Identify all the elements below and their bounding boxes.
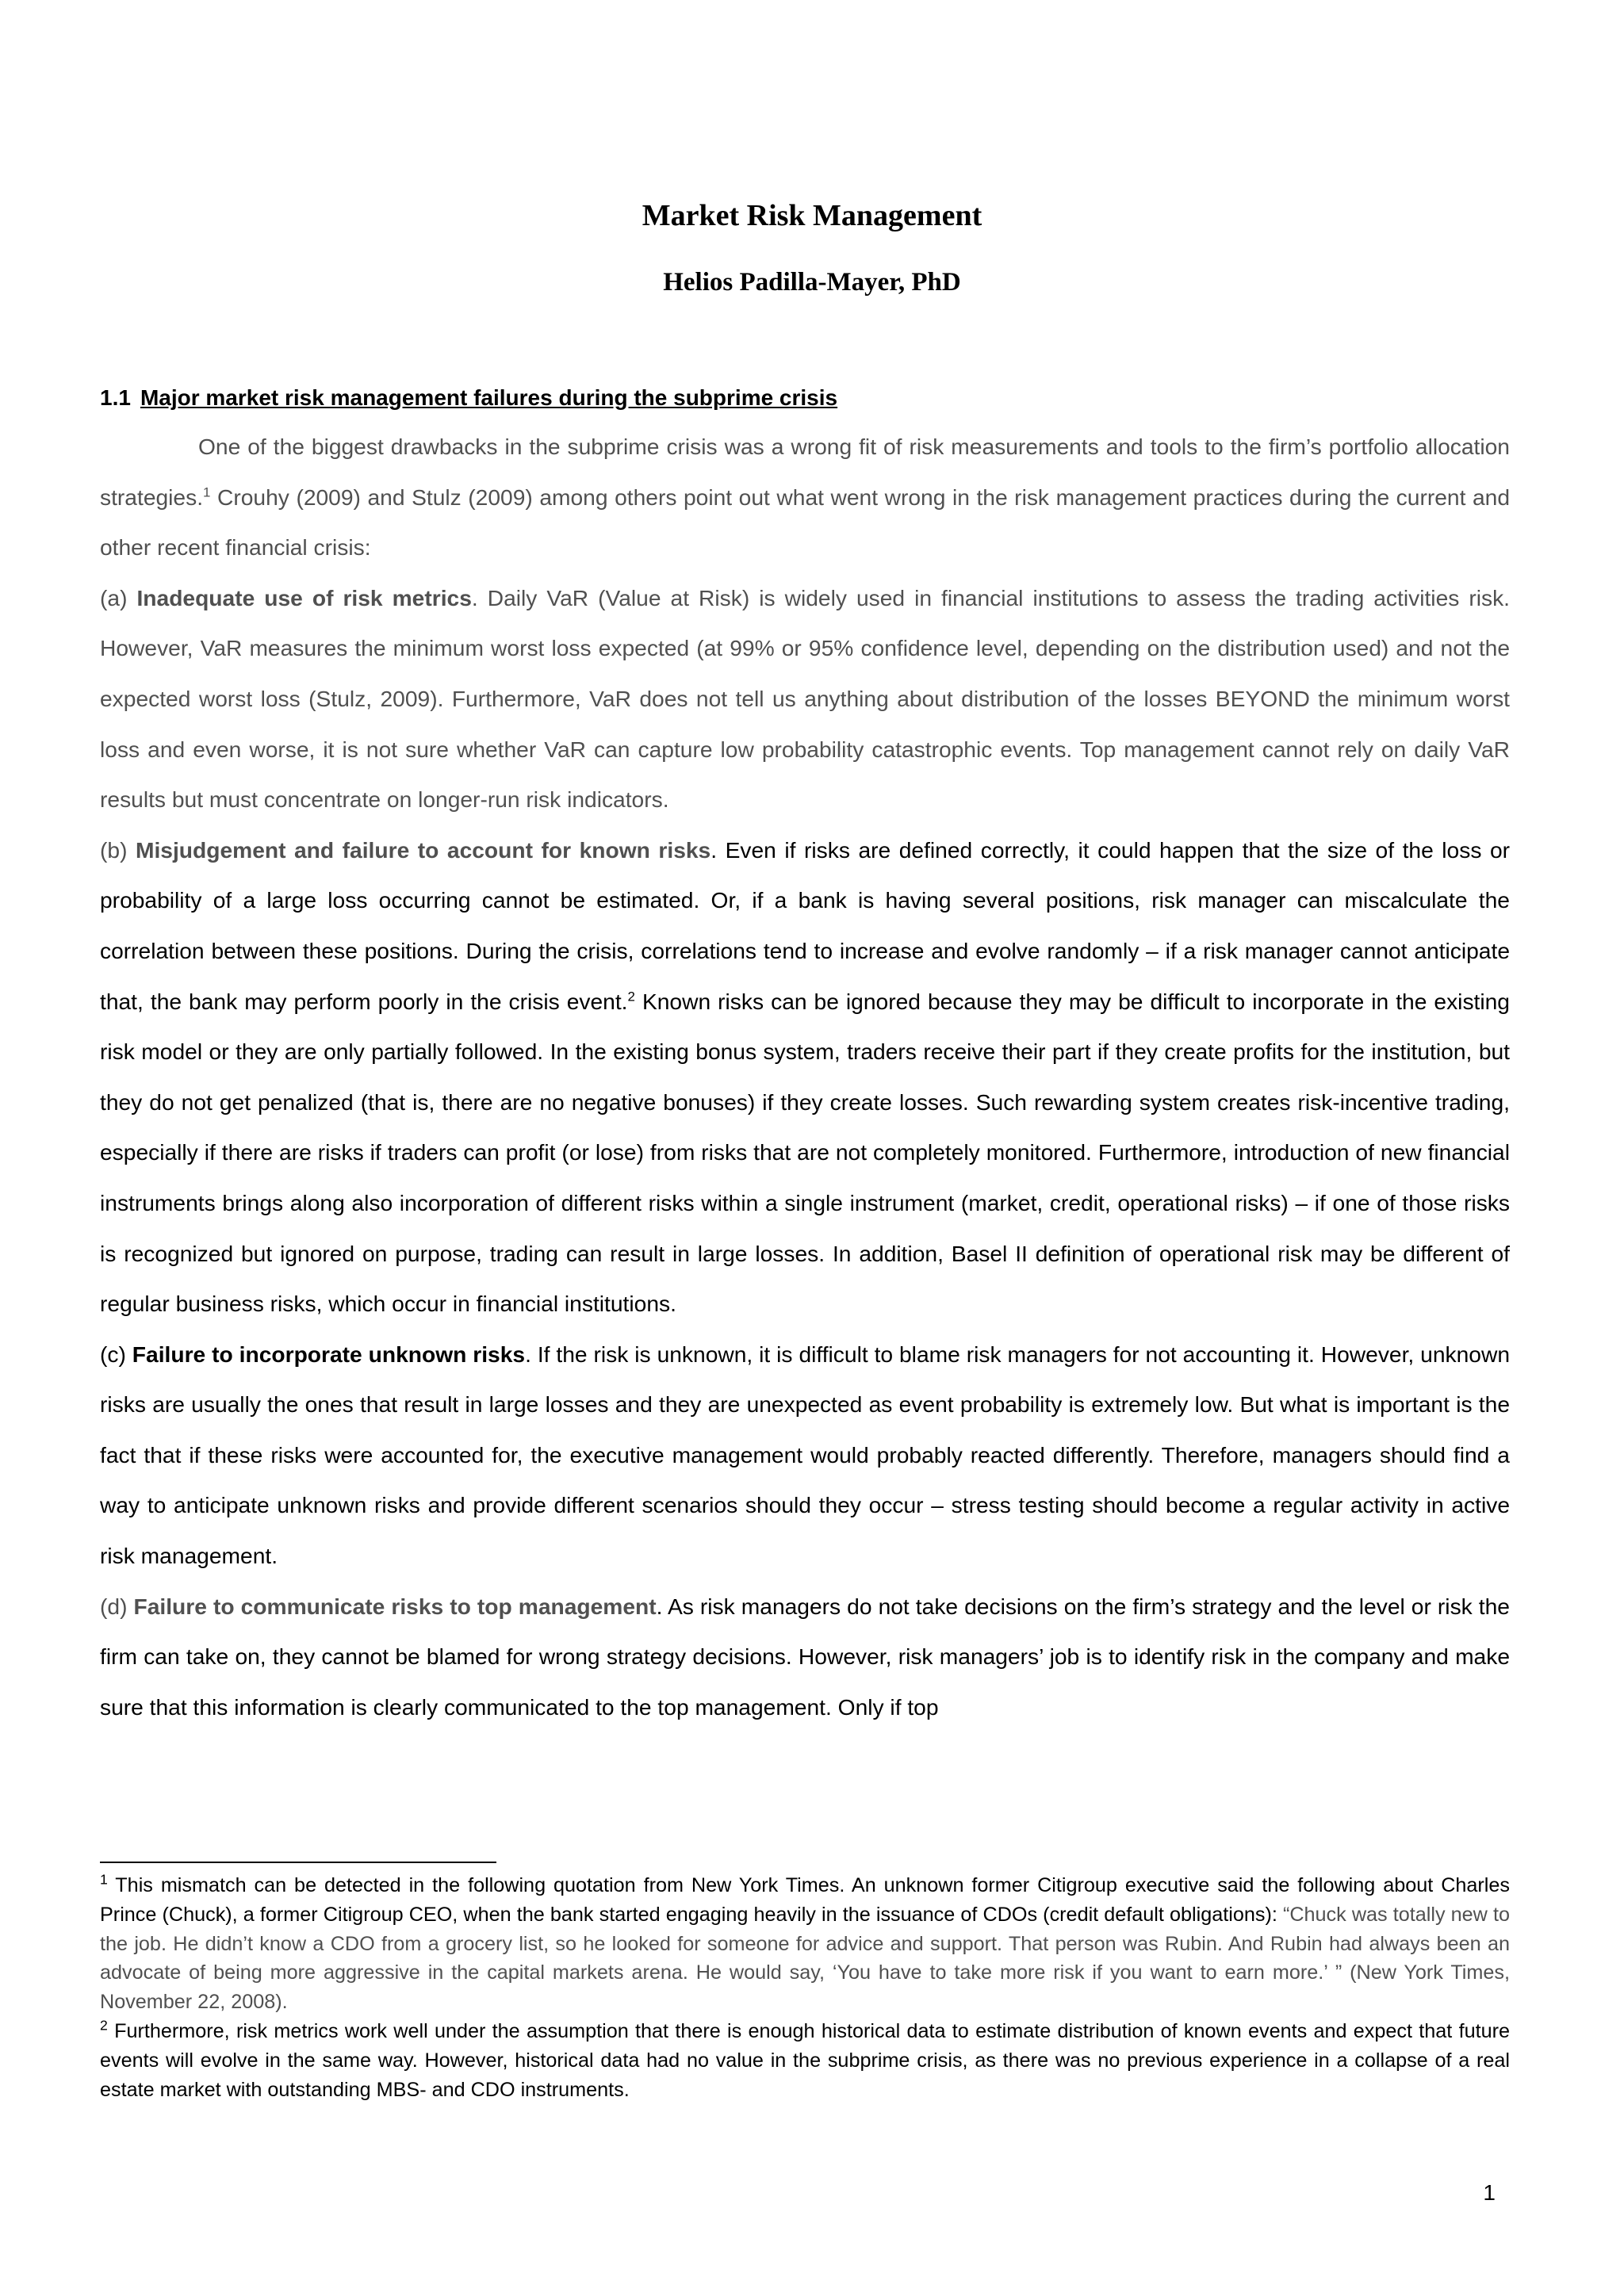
footnote-1-quote: “Chuck was totally new to the job. He didn’t know a CDO from a grocery list, so he looked for someone for advice and support. That person was Rubin. And Rubin had always been an advocate of being more aggressive in the capital markets arena. He would say, ‘You have to take more risk if you want to earn more.’ ” (New York Times, November 22, 2008). xyxy=(100,1903,1510,2014)
section-number: 1.1 xyxy=(100,385,131,410)
footnote-2-mark: 2 xyxy=(100,2017,108,2034)
document-title: Market Risk Management xyxy=(642,199,982,232)
document-author: Helios Padilla-Mayer, PhD xyxy=(663,268,961,297)
footnote-2-text: Furthermore, risk metrics work well under the assumption that there is enough historical data to estimate distribution of known events and expect that future events will evolve in the same way. However, historical data had no value in the subprime crisis, as there was no previous experience in a collapse of a real estate market with outstanding MBS- and CDO instruments. xyxy=(100,2019,1510,2101)
item-b-label: (b) xyxy=(100,836,136,863)
body-text xyxy=(100,422,1510,1732)
item-c-label: (c) xyxy=(100,1341,132,1367)
intro-paragraph xyxy=(100,422,1510,573)
item-b-heading: Misjudgement and failure to account for known risks xyxy=(135,836,711,863)
item-d-label: (d) xyxy=(100,1593,134,1619)
item-a-label: (a) xyxy=(100,584,137,610)
section-heading xyxy=(100,382,837,414)
footnotes xyxy=(100,1871,1510,2104)
item-c-heading: Failure to incorporate unknown risks xyxy=(132,1341,526,1367)
footnote-2 xyxy=(100,2017,1510,2104)
item-c-paragraph xyxy=(100,1330,1510,1582)
footnote-1 xyxy=(100,1871,1510,2017)
item-d-text: . As risk managers do not take decisions on the firm’s strategy and the level or risk the firm can take on, they cannot be blamed for wrong strategy decisions. However, risk managers’ job is to identify risk in the company and make sure that this information is clearly communicated to the top management. Only if top xyxy=(100,1593,1510,1720)
page-number: 1 xyxy=(1483,2180,1496,2205)
item-d-heading: Failure to communicate risks to top management xyxy=(133,1593,657,1619)
footnote-ref-1: 1 xyxy=(203,484,211,500)
intro-text-cont: Crouhy (2009) and Stulz (2009) among others point out what went wrong in the risk management practices during the current and other recent financial crisis: xyxy=(100,484,1510,561)
item-c-text: . If the risk is unknown, it is difficult to blame risk managers for not accounting it. However, unknown risks are usually the ones that result in large losses and they are unexpected as event probability is extremely low. But what is important is the fact that if these risks were accounted for, the executive management would probably reacted differently. Therefore, managers should find a way to anticipate unknown risks and provide different scenarios should they occur – stress testing should become a regular activity in active risk management. xyxy=(100,1341,1510,1569)
section-title: Major market risk management failures during the subprime crisis xyxy=(140,385,838,410)
item-b-paragraph xyxy=(100,825,1510,1330)
item-a-heading: Inadequate use of risk metrics xyxy=(136,584,472,610)
footnote-1-text: This mismatch can be detected in the following quotation from New York Times. An unknown former Citigroup executive said the following about Charles Prince (Chuck), a former Citigroup CEO, when the bank started engaging heavily in the issuance of CDOs (credit default obligations): xyxy=(100,1874,1510,1926)
item-b-text-cont: Known risks can be ignored because they may be difficult to incorporate in the existing risk model or they are only partially followed. In the existing bonus system, traders receive their part if they create profits for the institution, but they do not get penalized (that is, there are no negative bonuses) if they create losses. Such rewarding system creates risk-incentive trading, especially if there are risks if traders can profit (or lose) from risks that are not completely monitored. Furthermore, introduction of new financial instruments brings along also incorporation of different risks within a single instrument (market, credit, operational risks) – if one of those risks is recognized but ignored on purpose, trading can result in large losses. In addition, Basel II definition of operational risk may be different of regular business risks, which occur in financial institutions. xyxy=(100,988,1510,1317)
footnote-divider xyxy=(100,1862,496,1863)
footnote-1-mark: 1 xyxy=(100,1871,108,1888)
item-a-text: . Daily VaR (Value at Risk) is widely used in financial institutions to assess the trading activities risk. However, VaR measures the minimum worst loss expected (at 99% or 95% confidence level, depending on the distribution used) and not the expected worst loss (Stulz, 2009). Furthermore, VaR does not tell us anything about distribution of the losses BEYOND the minimum worst loss and even worse, it is not sure whether VaR can capture low probability catastrophic events. Top management cannot rely on daily VaR results but must concentrate on longer-run risk indicators. xyxy=(100,584,1511,813)
item-a-paragraph xyxy=(100,573,1510,825)
intro-text: One of the biggest drawbacks in the subprime crisis was a wrong fit of risk measurements and tools to the firm’s portfolio allocation strategies. xyxy=(100,434,1510,510)
item-d-paragraph xyxy=(100,1582,1510,1733)
footnote-ref-2: 2 xyxy=(627,989,635,1004)
item-b-text: . Even if risks are defined correctly, it could happen that the size of the loss or probability of a large loss occurring cannot be estimated. Or, if a bank is having several positions, risk manager can miscalculate the correlation between these positions. During the crisis, correlations tend to increase and evolve randomly – if a risk manager cannot anticipate that, the bank may perform poorly in the crisis event. xyxy=(100,836,1511,1014)
